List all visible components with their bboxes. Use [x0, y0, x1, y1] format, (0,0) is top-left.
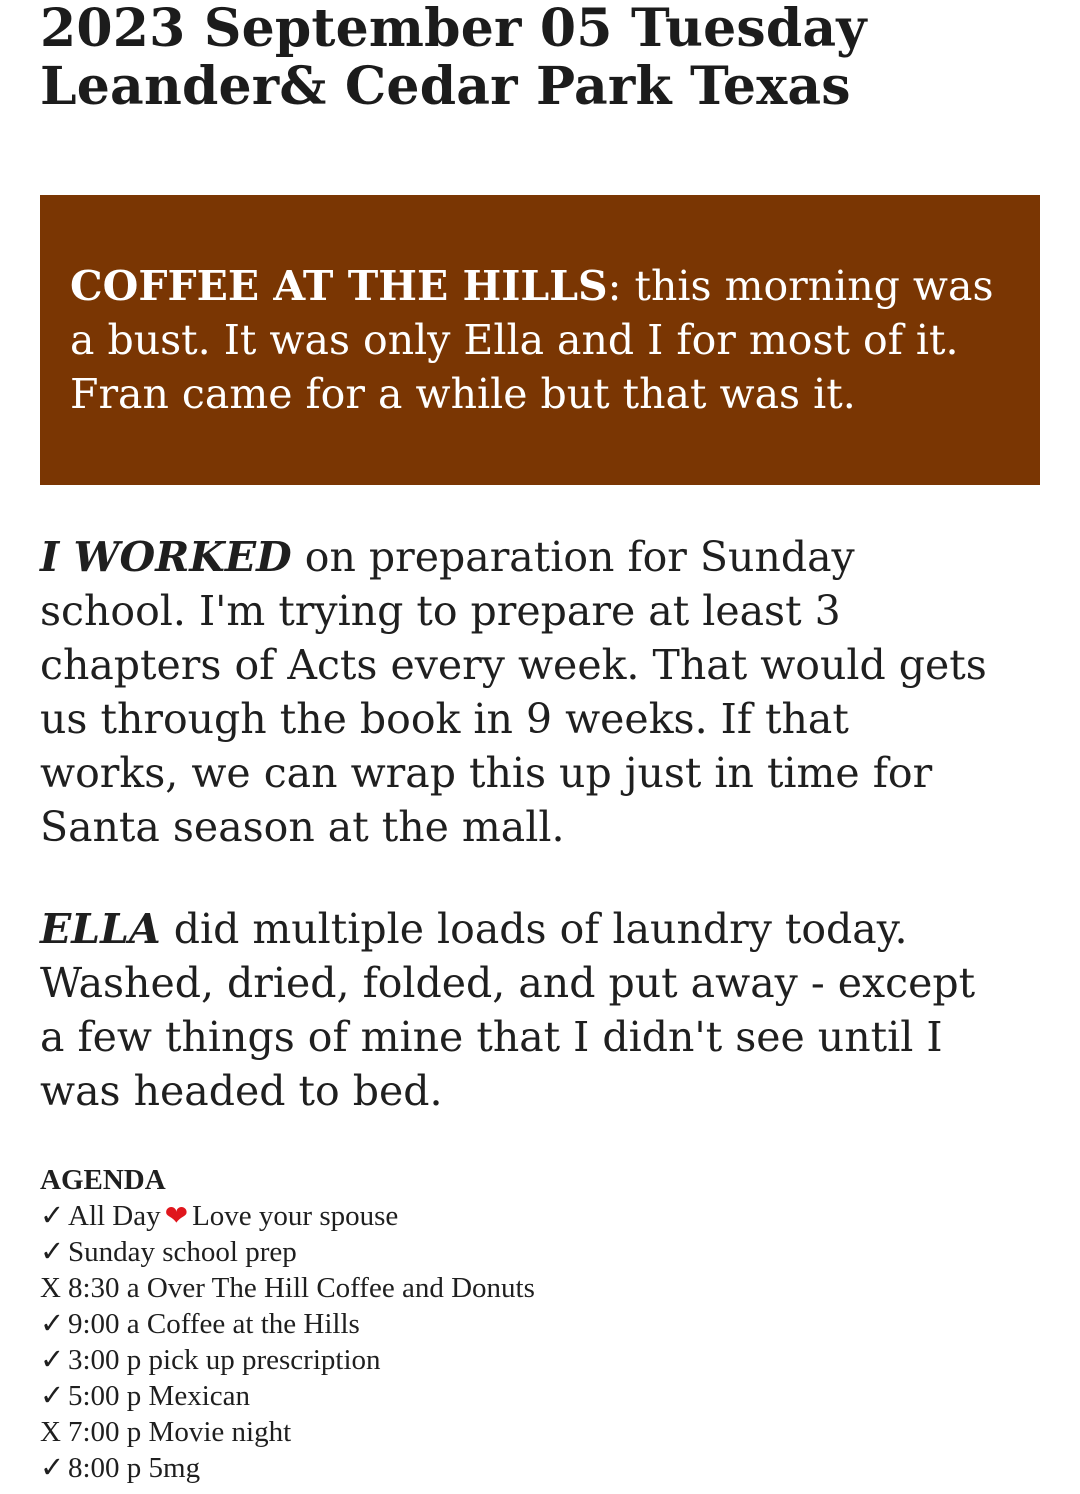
- work-paragraph-line-5: works, we can wrap this up just in time for: [40, 749, 933, 797]
- ella-paragraph-line-1: [40, 902, 1050, 956]
- agenda-item: [40, 1198, 940, 1234]
- work-paragraph-line-4: us through the book in 9 weeks. If that: [40, 695, 849, 743]
- agenda-item: [40, 1342, 940, 1378]
- agenda-item-text: 5:00 p Mexican: [68, 1380, 251, 1412]
- agenda-section: [40, 1162, 940, 1486]
- agenda-heading: AGENDA: [40, 1164, 166, 1196]
- ella-paragraph-line-3: a few things of mine that I didn't see until I: [40, 1013, 943, 1061]
- ella-paragraph: [40, 902, 1050, 1118]
- work-paragraph-lead: I WORKED: [40, 533, 292, 581]
- agenda-item-text: 8:30 a Over The Hill Coffee and Donuts: [68, 1272, 535, 1304]
- callout-line-1: [70, 259, 1010, 313]
- work-paragraph-text: on preparation for Sunday: [291, 533, 855, 581]
- work-paragraph: [40, 530, 1050, 854]
- work-paragraph-line-1: [40, 530, 1050, 584]
- x-mark-icon: X: [40, 1416, 61, 1448]
- agenda-item-text: 9:00 a Coffee at the Hills: [68, 1308, 360, 1340]
- title-line-date: 2023 September 05 Tuesday: [40, 0, 867, 59]
- agenda-item: [40, 1450, 940, 1486]
- agenda-item-text: 7:00 p Movie night: [68, 1416, 292, 1448]
- check-icon: ✓: [40, 1308, 65, 1340]
- callout-text: : this morning was: [607, 262, 994, 310]
- agenda-item-text: 8:00 p 5mg: [68, 1452, 201, 1484]
- page-title: [40, 0, 1050, 116]
- agenda-item: [40, 1270, 940, 1306]
- work-paragraph-line-2: school. I'm trying to prepare at least 3: [40, 587, 841, 635]
- check-icon: ✓: [40, 1200, 65, 1232]
- ella-paragraph-lead: ELLA: [40, 905, 161, 953]
- agenda-item: [40, 1234, 940, 1270]
- work-paragraph-line-3: chapters of Acts every week. That would gets: [40, 641, 987, 689]
- agenda-list: [40, 1198, 940, 1486]
- callout-lead: COFFEE AT THE HILLS: [70, 262, 608, 310]
- ella-paragraph-line-4: was headed to bed.: [40, 1067, 443, 1115]
- check-icon: ✓: [40, 1380, 65, 1412]
- work-paragraph-line-6: Santa season at the mall.: [40, 803, 565, 851]
- agenda-item-text: 3:00 p pick up prescription: [68, 1344, 381, 1376]
- agenda-item: [40, 1414, 940, 1450]
- callout-line-2: a bust. It was only Ella and I for most of it.: [70, 316, 959, 364]
- title-line-location: Leander& Cedar Park Texas: [40, 56, 851, 117]
- agenda-item: [40, 1306, 940, 1342]
- heart-icon: ❤: [164, 1199, 189, 1232]
- agenda-item: [40, 1378, 940, 1414]
- coffee-callout-box: [40, 195, 1040, 485]
- ella-paragraph-line-2: Washed, dried, folded, and put away - except: [40, 959, 976, 1007]
- check-icon: ✓: [40, 1236, 65, 1268]
- agenda-item-text: Sunday school prep: [68, 1236, 297, 1268]
- check-icon: ✓: [40, 1452, 65, 1484]
- ella-paragraph-text: did multiple loads of laundry today.: [160, 905, 908, 953]
- callout-line-3: Fran came for a while but that was it.: [70, 370, 856, 418]
- agenda-item-text-after: Love your spouse: [192, 1200, 399, 1232]
- check-icon: ✓: [40, 1344, 65, 1376]
- agenda-item-text: All Day: [68, 1200, 161, 1232]
- x-mark-icon: X: [40, 1272, 61, 1304]
